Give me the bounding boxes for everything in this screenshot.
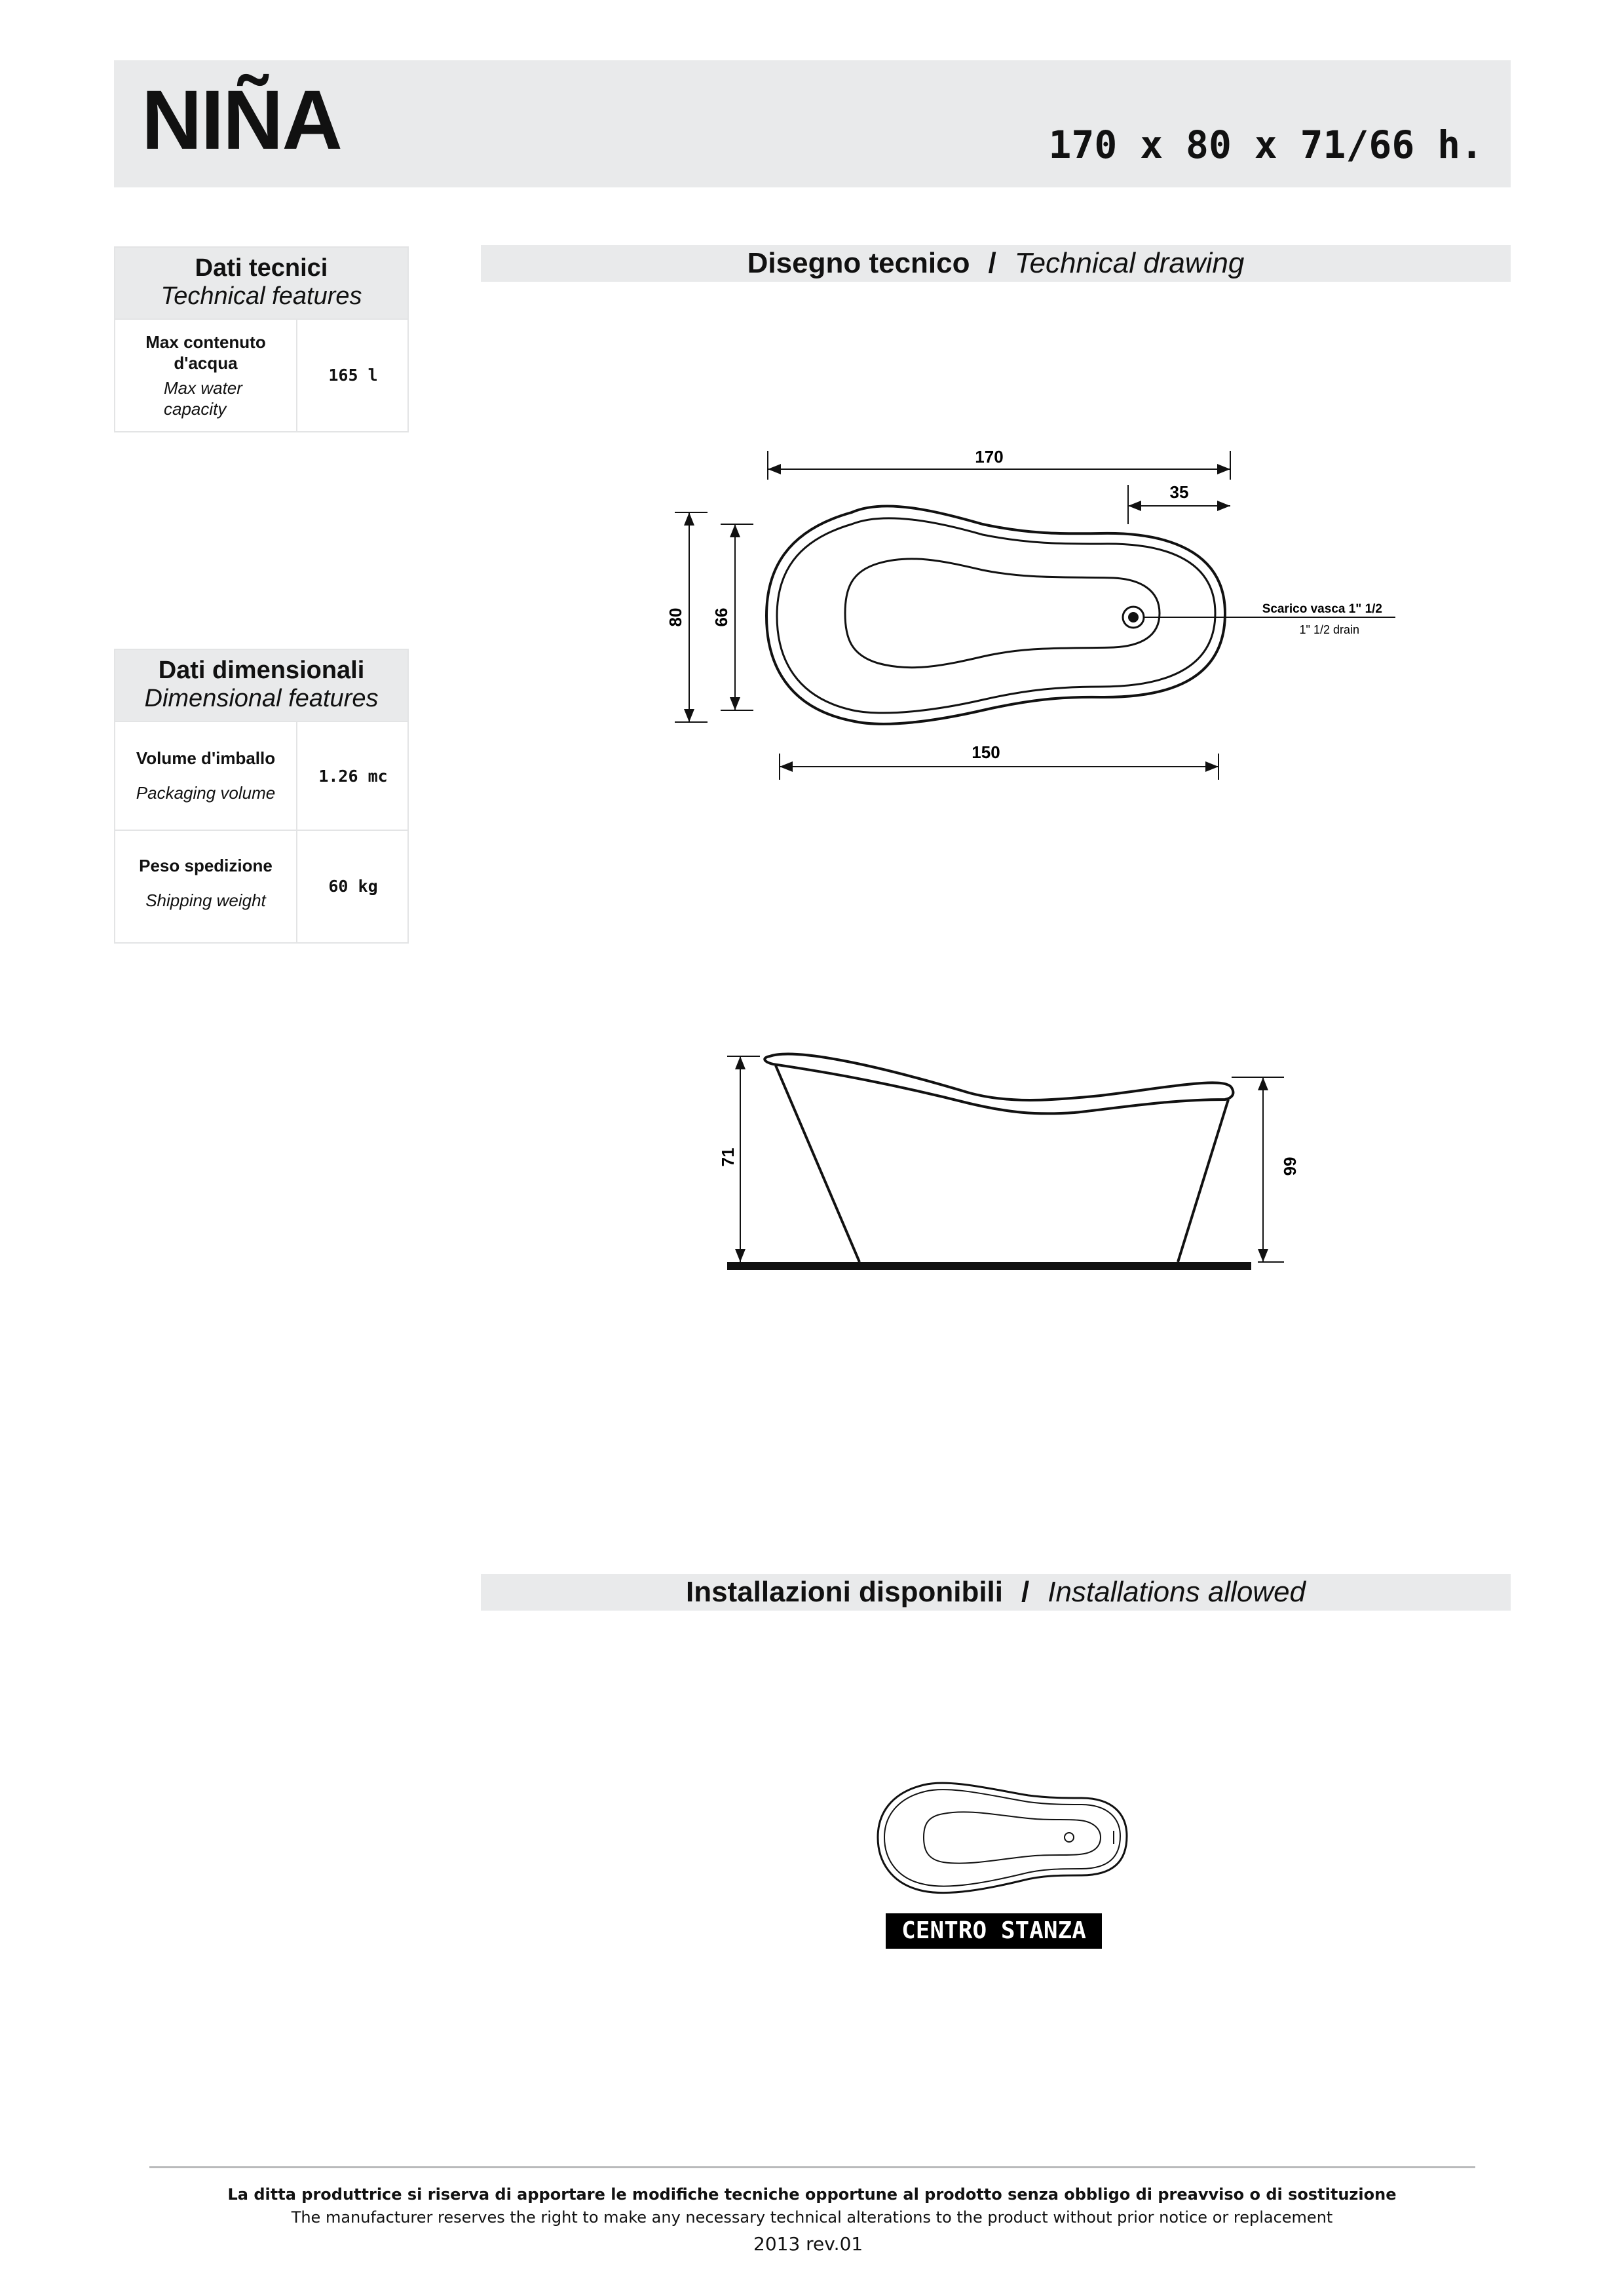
top-view-drawing — [655, 432, 1415, 799]
footer-disclaimer-en: The manufacturer reserves the right to make any necessary technical alterations to the product without prior notice or replacement — [291, 2208, 1333, 2227]
packaging-volume-label-it: Volume d'imballo — [136, 748, 276, 768]
table-row — [115, 721, 407, 831]
product-name: NIÑA — [142, 73, 341, 167]
side-view-drawing — [708, 1035, 1310, 1284]
footer-disclaimer-it: La ditta produttrice si riserva di apportare le modifiche tecniche opportune al prodotto senza obbligo di preavviso o di sostituzione — [227, 2185, 1397, 2204]
technical-features-header — [115, 248, 407, 318]
shipping-weight-value: 60 kg — [328, 877, 378, 896]
dim-height-max: 71 — [718, 1147, 738, 1167]
dim-width-inner: 66 — [711, 607, 731, 627]
drain-icon — [1065, 1833, 1074, 1842]
technical-features-table — [114, 246, 409, 432]
drain-label-it: Scarico vasca 1" 1/2 — [1262, 602, 1382, 616]
shipping-weight-label-en: Shipping weight — [145, 890, 266, 910]
dim-height-min: 66 — [1280, 1157, 1300, 1176]
tub-outer-rim — [766, 506, 1225, 723]
installations-title-it: Installazioni disponibili — [685, 1576, 1003, 1608]
dimensional-features-table — [114, 649, 409, 944]
floor-line — [727, 1262, 1251, 1270]
technical-drawing-bar — [481, 245, 1511, 282]
dim-width-outer: 80 — [666, 607, 685, 627]
tub-side-rim — [765, 1054, 1233, 1114]
row-label — [115, 831, 297, 942]
page-header — [114, 60, 1511, 187]
dim-bottom-length: 150 — [972, 742, 1000, 762]
footer-revision: 2013 rev.01 — [753, 2233, 863, 2255]
centro-stanza-installation-icon — [871, 1776, 1146, 1900]
title-separator: / — [1021, 1576, 1030, 1608]
technical-features-title-en: Technical features — [161, 282, 362, 310]
centro-stanza-label: CENTRO STANZA — [886, 1913, 1102, 1949]
technical-drawing-title-en: Technical drawing — [1014, 247, 1245, 279]
shipping-weight-label-it: Peso spedizione — [139, 856, 273, 875]
packaging-volume-value: 1.26 mc — [318, 767, 388, 786]
installations-bar — [481, 1574, 1511, 1611]
packaging-volume-label-en: Packaging volume — [136, 783, 276, 803]
tub-inner-rim — [777, 518, 1215, 713]
drain-label-en: 1" 1/2 drain — [1299, 623, 1359, 636]
dim-length: 170 — [975, 447, 1004, 467]
row-label — [115, 320, 297, 431]
row-label — [115, 722, 297, 831]
max-water-value: 165 l — [328, 366, 378, 385]
technical-drawing-title-it: Disegno tecnico — [747, 247, 970, 279]
max-water-label-en: Max water capacity — [164, 378, 242, 419]
dimensional-features-title-it: Dati dimensionali — [158, 657, 365, 684]
table-row — [115, 830, 407, 942]
product-dimensions: 170 x 80 x 71/66 h. — [1048, 123, 1483, 167]
max-water-label-it: Max contenuto d'acqua — [145, 332, 266, 373]
footer-divider — [149, 2166, 1475, 2168]
installations-title-en: Installations allowed — [1048, 1576, 1306, 1608]
title-separator: / — [988, 247, 996, 279]
technical-features-title-it: Dati tecnici — [195, 254, 328, 282]
dimensional-features-header — [115, 650, 407, 721]
dim-drain-offset: 35 — [1169, 482, 1189, 502]
dimensional-features-title-en: Dimensional features — [144, 685, 379, 712]
table-row — [115, 318, 407, 431]
tub-basin — [845, 559, 1160, 668]
